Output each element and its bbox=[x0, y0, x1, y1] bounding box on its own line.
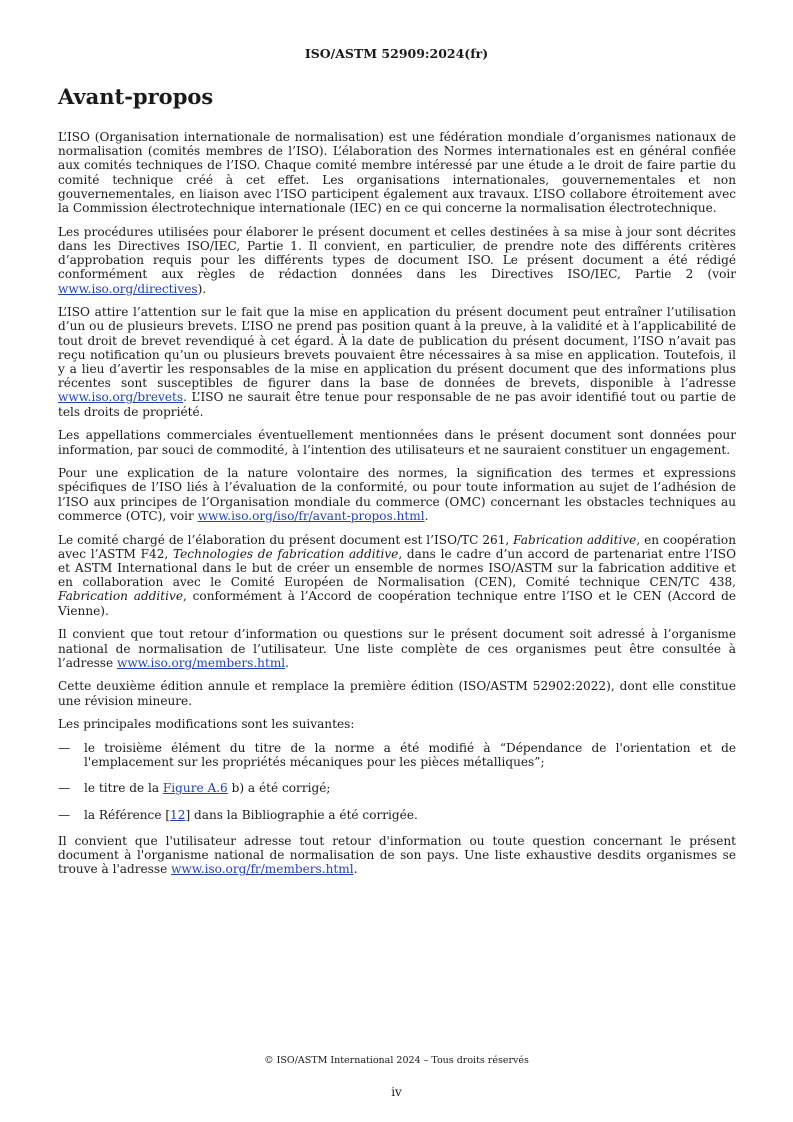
foreword-body bbox=[58, 130, 736, 886]
directives-link[interactable]: www.iso.org/directives bbox=[58, 281, 198, 296]
fr-members-link[interactable]: www.iso.org/fr/members.html bbox=[171, 862, 354, 877]
list-item bbox=[58, 741, 736, 769]
page-number: iv bbox=[391, 1085, 402, 1099]
paragraph-committee: Le comité chargé de l’élaboration du présent document est l’ISO/TC 261, Fabrication additive, en coopération avec l’ASTM F42, Technologies de fabrication additive, dans le cadre d’un accord de partenariat entre l’ISO et ASTM International dans le but de créer un ensemble de normes ISO/ASTM sur la fabrication additive et en collaboration avec le Comité Européen de Normalisation (CEN), Comité technique CEN/TC 438, Fabrication additive, conformément à l’Accord de coopération technique entre l’ISO et le CEN (Accord de Vienne). bbox=[58, 532, 737, 618]
members-link[interactable]: www.iso.org/members.html bbox=[117, 655, 286, 670]
page-title: Avant-propos bbox=[58, 84, 214, 109]
list-dash: — bbox=[58, 741, 71, 756]
document-id: ISO/ASTM 52909:2024(fr) bbox=[304, 46, 489, 61]
paragraph-feedback: Il convient que tout retour d’information ou questions sur le présent document soit adressé à l’organisme national de normalisation de l’utilisateur. Une liste complète de ces organismes peut être consultée à l’adresse www.iso.org/members.html. bbox=[58, 627, 736, 670]
patents-link[interactable]: www.iso.org/brevets bbox=[58, 390, 184, 405]
paragraph-national-body: Il convient que l'utilisateur adresse tout retour d'information ou toute question concernant le présent document à l'organisme national de normalisation de son pays. Une liste exhaustive desdits organismes se trouve à l'adresse www.iso.org/fr/members.html. bbox=[58, 833, 736, 877]
foreword-link[interactable]: www.iso.org/iso/fr/avant-propos.html bbox=[197, 508, 425, 523]
copyright-footer: © ISO/ASTM International 2024 – Tous droits réservés bbox=[264, 1055, 529, 1066]
reference-12-link[interactable]: 12 bbox=[170, 807, 186, 822]
paragraph-iso-intro: L’ISO (Organisation internationale de normalisation) est une fédération mondiale d’organismes nationaux de normalisation (comités membres de l’ISO). L’élaboration des Normes internationales est en général confiée aux comités techniques de l’ISO. Chaque comité membre intéressé par une étude a le droit de faire partie du comité technique créé à cet effet. Les organisations internationales, gouvernementales et non gouvernementales, en liaison avec l’ISO participent également aux travaux. L’ISO collabore étroitement avec la Commission électrotechnique internationale (IEC) en ce qui concerne la normalisation électrotechnique. bbox=[58, 130, 736, 216]
list-dash: — bbox=[58, 807, 71, 822]
change-figure: le titre de la Figure A.6 b) a été corrigé; bbox=[84, 781, 331, 796]
paragraph-edition: Cette deuxième édition annule et remplace la première édition (ISO/ASTM 52902:2022), dont elle constitue une révision mineure. bbox=[58, 679, 736, 708]
list-dash: — bbox=[58, 781, 71, 796]
list-item bbox=[58, 781, 736, 795]
list-item bbox=[58, 808, 736, 822]
paragraph-voluntary-nature: Pour une explication de la nature volontaire des normes, la signification des termes et expressions spécifiques de l’ISO liés à l’évaluation de la conformité, ou pour toute information au sujet de l’adhésion de l’ISO aux principes de l’Organisation mondiale du commerce (OMC) concernant les obstacles techniques au commerce (OTC), voir www.iso.org/iso/fr/avant-propos.html. bbox=[58, 466, 736, 523]
paragraph-patents: L’ISO attire l’attention sur le fait que la mise en application du présent document peut entraîner l’utilisation d’un ou de plusieurs brevets. L’ISO ne prend pas position quant à la preuve, à la validité et à l’applicabilité de tout droit de brevet revendiqué à cet égard. À la date de publication du présent document, l’ISO n’avait pas reçu notification qu’un ou plusieurs brevets pouvaient être nécessaires à sa mise en application. Toutefois, il y a lieu d’avertir les responsables de la mise en application du présent document que des informations plus récentes sont susceptibles de figurer dans la base de données de brevets, disponible à l’adresse www.iso.org/brevets. L’ISO ne saurait être tenue pour responsable de ne pas avoir identifié tout ou partie de tels droits de propriété. bbox=[58, 305, 736, 419]
paragraph-trade-names: Les appellations commerciales éventuellement mentionnées dans le présent document sont données pour information, par souci de commodité, à l’intention des utilisateurs et ne sauraient constituer un engagement. bbox=[58, 428, 736, 457]
figure-a6-link[interactable]: Figure A.6 bbox=[162, 781, 228, 796]
paragraph-changes-intro: Les principales modifications sont les suivantes: bbox=[58, 717, 355, 732]
paragraph-procedures: Les procédures utilisées pour élaborer le présent document et celles destinées à sa mise à jour sont décrites dans les Directives ISO/IEC, Partie 1. Il convient, en particulier, de prendre note des différents critères d’approbation requis pour les différents types de document ISO. Le présent document a été rédigé conformément aux règles de rédaction données dans les Directives ISO/IEC, Partie 2 (voir www.iso.org/directives). bbox=[58, 224, 736, 296]
change-title: le troisième élément du titre de la norme a été modifié à “Dépendance de l'orientation et de l'emplacement sur les propriétés mécaniques pour les pièces métalliques”; bbox=[84, 741, 736, 770]
change-reference: la Référence [12] dans la Bibliographie a été corrigée. bbox=[84, 807, 418, 822]
